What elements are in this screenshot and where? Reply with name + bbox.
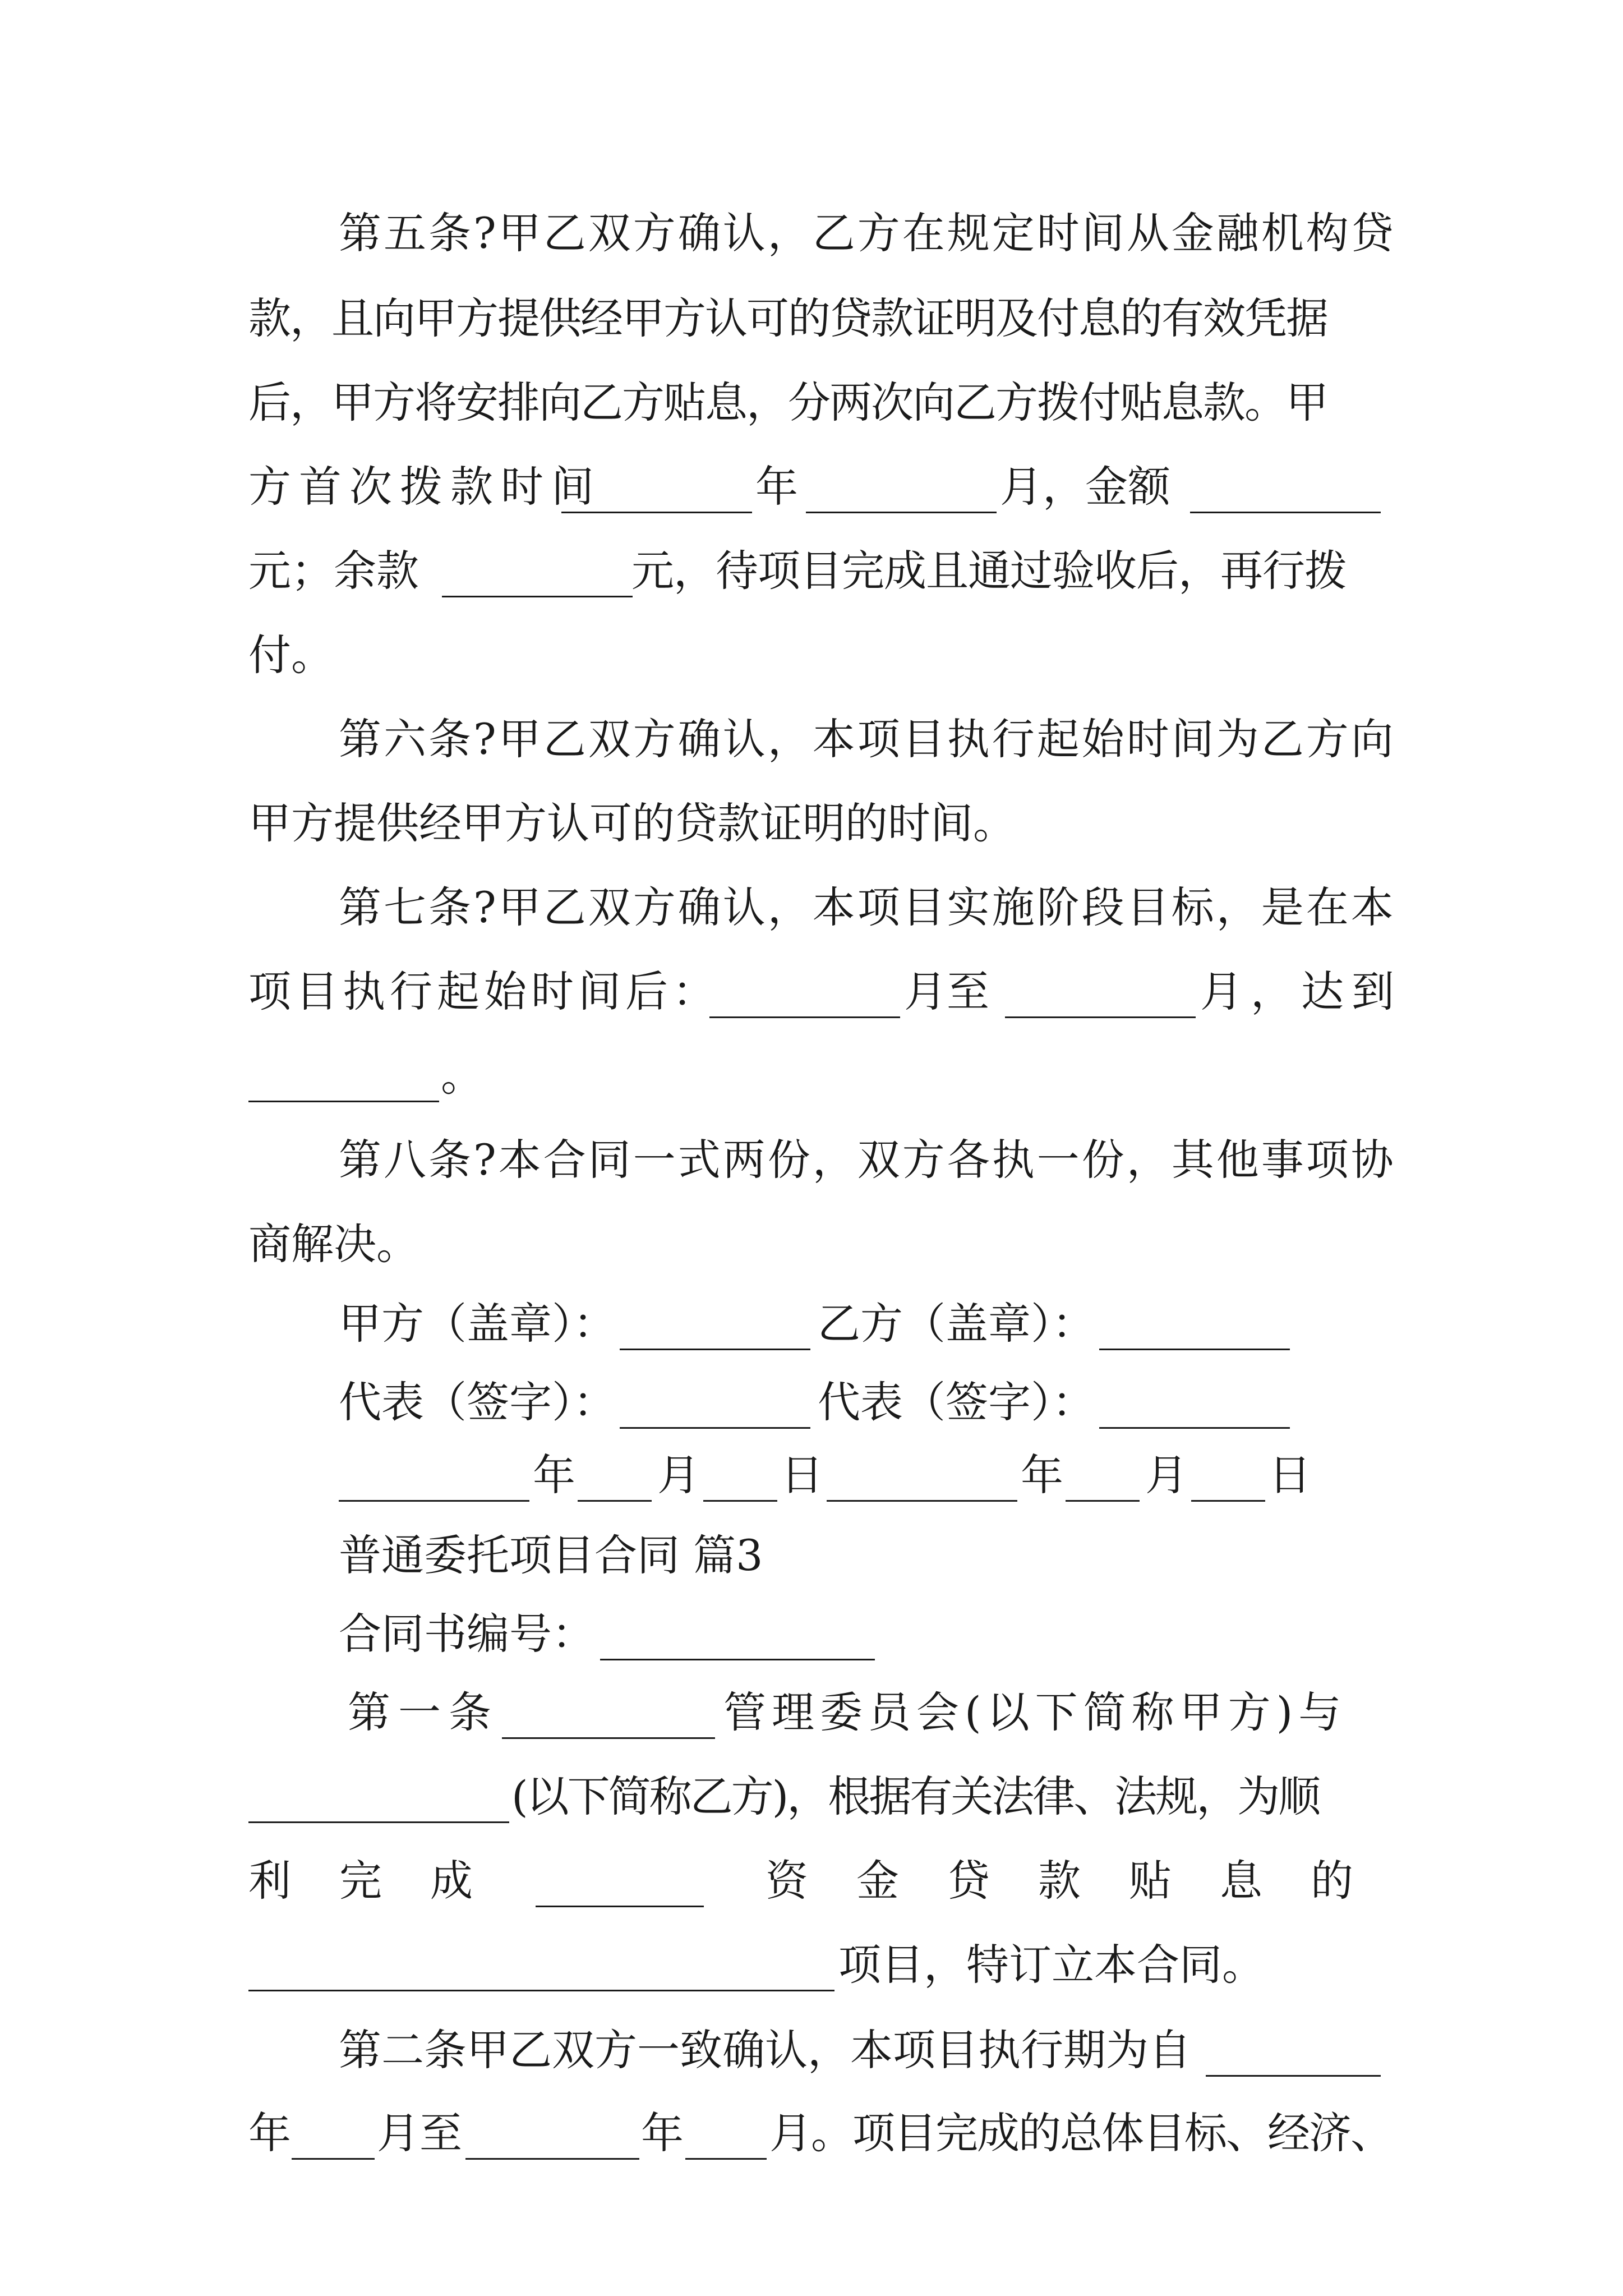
article5-line2 (0, 277, 1623, 361)
text: 月。项目完成的总体目标、经济、 (769, 2108, 1392, 2158)
article5-line3 (0, 361, 1623, 445)
text: 项目，特订立本合同。 (838, 1940, 1265, 1990)
text: 商解决。 (248, 1219, 419, 1269)
text: 月至 (377, 2108, 462, 2158)
blank-line (339, 1500, 529, 1502)
blank-line (1190, 512, 1381, 513)
article5-line6 (0, 613, 1623, 697)
p3-article1-line3 (0, 1839, 1623, 1923)
text: 元；余款 (248, 546, 419, 596)
text: 款，且向甲方提供经甲方认可的贷款证明及付息的有效凭据 (248, 293, 1327, 343)
section-title (0, 1513, 1623, 1598)
text: 月 (657, 1450, 700, 1500)
article7-line3 (0, 1034, 1623, 1118)
text: 项目执行起始时间后： (248, 967, 720, 1016)
blank-line (502, 1737, 715, 1739)
text: 元，待项目完成且通过验收后，再行拨 (631, 546, 1347, 596)
text: 月，金额 (1000, 462, 1170, 512)
blank-line (536, 1906, 704, 1907)
text: (以下简称乙方)，根据有关法律、法规，为顺 (511, 1772, 1320, 1821)
text: 第八条?本合同一式两份，双方各执一份，其他事项协 (339, 1135, 1396, 1185)
blank-line (709, 1016, 900, 1018)
article6-line2 (0, 781, 1623, 866)
article7-line2 (0, 950, 1623, 1034)
blank-line (442, 596, 633, 597)
blank-line (1191, 1500, 1265, 1502)
text: 资金贷款贴息的 (766, 1856, 1401, 1906)
blank-line (620, 1427, 810, 1429)
seal-line (0, 1282, 1623, 1366)
blank-line (248, 1990, 834, 1991)
blank-line (1206, 2075, 1381, 2077)
article6-line1 (0, 697, 1623, 781)
blank-line (685, 2158, 767, 2160)
text: 年 (533, 1450, 575, 1500)
text: 第七条?甲乙双方确认，本项目实施阶段目标，是在本 (339, 882, 1396, 932)
article5-line1 (0, 191, 1623, 275)
blank-line (1099, 1349, 1290, 1350)
article8-line1 (0, 1118, 1623, 1202)
blank-line (248, 1821, 509, 1823)
text: 。 (441, 1051, 483, 1101)
blank-line (248, 1101, 439, 1102)
text: 第一条 (348, 1687, 499, 1737)
text: 月 (1145, 1450, 1188, 1500)
party-a-seal-label: 甲方（盖章）： (339, 1299, 616, 1349)
text: 付。 (248, 630, 334, 680)
date-line (0, 1433, 1623, 1517)
text: 年 (1021, 1450, 1063, 1500)
text: 后，甲方将安排向乙方贴息，分两次向乙方拨付贴息款。甲 (248, 378, 1327, 427)
p3-article2-line2 (0, 2091, 1623, 2175)
rep-line (0, 1360, 1623, 1444)
rep-a-label: 代表（签字）： (339, 1377, 616, 1427)
blank-line (620, 1349, 810, 1350)
blank-line (827, 1500, 1017, 1502)
blank-line (578, 1500, 652, 1502)
blank-line (1005, 1016, 1196, 1018)
text: 年 (755, 462, 798, 512)
text: 月至 (904, 967, 989, 1016)
blank-line (465, 2158, 639, 2160)
blank-line (1066, 1500, 1140, 1502)
article8-line2 (0, 1202, 1623, 1286)
blank-line (703, 1500, 777, 1502)
blank-line (292, 2158, 375, 2160)
article7-line1 (0, 866, 1623, 950)
contract-no-label: 合同书编号： (339, 1609, 594, 1659)
text: 年 (248, 2108, 291, 2158)
blank-line (561, 512, 752, 513)
article5-line4 (0, 445, 1623, 529)
article5-line5 (0, 529, 1623, 613)
text: 第五条?甲乙双方确认，乙方在规定时间从金融机构贷 (339, 208, 1396, 258)
p3-article1-line2 (0, 1755, 1623, 1839)
blank-line (806, 512, 997, 513)
party-b-seal-label: 乙方（盖章）： (818, 1299, 1095, 1349)
section-heading: 普通委托项目合同 篇3 (339, 1530, 763, 1580)
text: 第六条?甲乙双方确认，本项目执行起始时间为乙方向 (339, 714, 1396, 764)
rep-b-label: 代表（签字）： (818, 1377, 1095, 1427)
text: 第二条甲乙双方一致确认，本项目执行期为自 (339, 2025, 1191, 2075)
text: 日 (781, 1450, 823, 1500)
text: 年 (641, 2108, 684, 2158)
blank-line (1099, 1427, 1290, 1429)
text: 利完成 (248, 1856, 521, 1906)
text: 日 (1269, 1450, 1311, 1500)
p3-article1-line1 (0, 1671, 1623, 1755)
p3-article2-line1 (0, 2008, 1623, 2092)
p3-article1-line4 (0, 1923, 1623, 2007)
text: 甲方提供经甲方认可的贷款证明的时间。 (248, 798, 1016, 848)
text: 方首次拨款时间 (248, 462, 602, 512)
contract-no-line (0, 1592, 1623, 1676)
blank-line (600, 1659, 875, 1660)
text: 月，达到 (1200, 967, 1402, 1016)
text: 管理委员会(以下简称甲方)与 (723, 1687, 1347, 1737)
